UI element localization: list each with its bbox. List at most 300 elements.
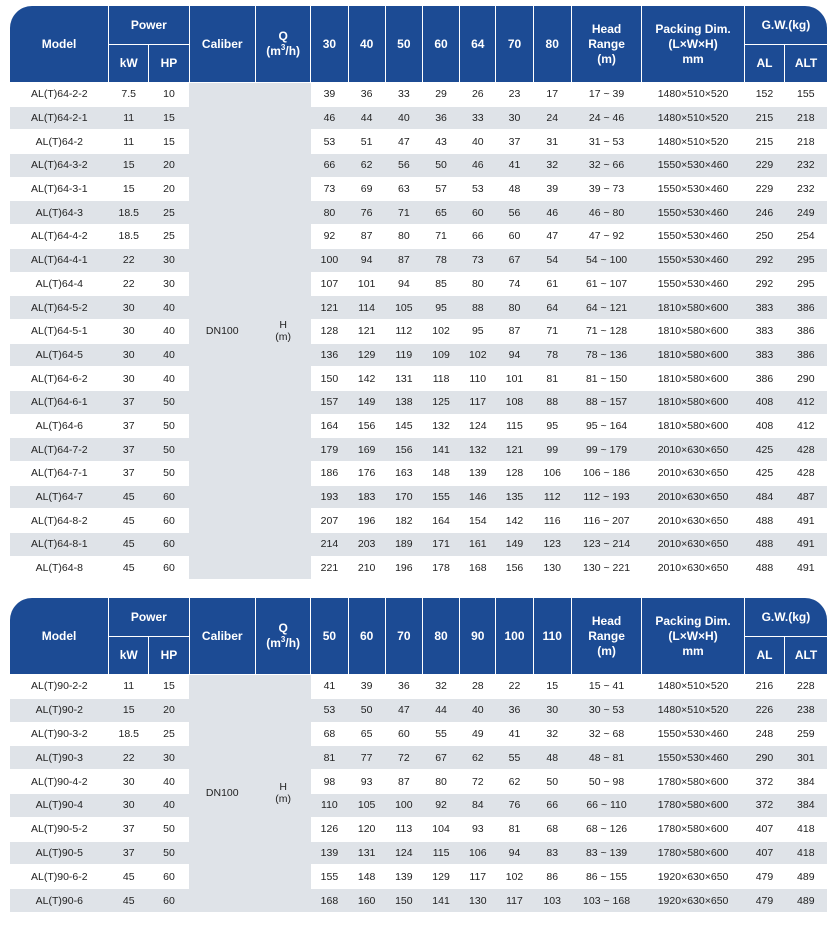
table-row: [10, 509, 827, 533]
head-label-cell: [255, 675, 310, 913]
flow-header-4: 60: [422, 6, 459, 83]
kw-cell: 30: [109, 343, 149, 367]
head-q7-cell: 39: [533, 177, 571, 201]
head-q2-cell: 129: [348, 343, 385, 367]
head-q2-cell: 39: [348, 675, 385, 699]
packing-dim-cell: 1550×530×460: [642, 272, 745, 296]
head-q4-cell: 104: [422, 817, 459, 841]
hp-cell: 40: [149, 770, 189, 794]
head-q5-cell: 106: [460, 841, 496, 865]
head-q2-cell: 210: [348, 556, 385, 580]
weight-al-cell: 488: [744, 509, 784, 533]
hp-cell: 30: [149, 746, 189, 770]
head-q4-cell: 29: [422, 83, 459, 107]
head-q7-cell: 17: [533, 83, 571, 107]
q-label: Q: [278, 29, 288, 43]
alt-header: ALT: [785, 45, 827, 83]
packing-dim-cell: 2010×630×650: [642, 556, 745, 580]
head-q2-cell: 156: [348, 414, 385, 438]
table-row: [10, 841, 827, 865]
alt-header: ALT: [785, 637, 827, 675]
table-row: [10, 177, 827, 201]
gross-weight-header: G.W.(kg): [744, 598, 827, 637]
packing-dim-cell: 1810×580×600: [642, 296, 745, 320]
head-q6-cell: 60: [496, 225, 533, 249]
head-q4-cell: 50: [422, 154, 459, 178]
head-q2-cell: 76: [348, 201, 385, 225]
head-q1-cell: 107: [311, 272, 348, 296]
weight-alt-cell: 232: [785, 154, 827, 178]
head-q6-cell: 41: [496, 722, 533, 746]
weight-al-cell: 383: [744, 343, 784, 367]
head-q7-cell: 47: [533, 225, 571, 249]
weight-al-cell: 386: [744, 367, 784, 391]
hp-cell: 25: [149, 201, 189, 225]
hp-cell: 60: [149, 889, 189, 913]
hp-cell: 40: [149, 343, 189, 367]
head-q5-cell: 73: [460, 248, 496, 272]
model-cell: AL(T)64-3-2: [10, 154, 109, 178]
q-label: Q: [278, 621, 288, 635]
model-cell: AL(T)64-5-1: [10, 319, 109, 343]
head-range-cell: 106 ~ 186: [571, 462, 641, 486]
weight-al-cell: 229: [744, 177, 784, 201]
model-cell: AL(T)64-2-2: [10, 83, 109, 107]
model-cell: AL(T)64-4: [10, 272, 109, 296]
table-row: [10, 793, 827, 817]
head-q5-cell: 117: [460, 865, 496, 889]
head-q5-cell: 117: [460, 390, 496, 414]
packing-dim-cell: 2010×630×650: [642, 462, 745, 486]
weight-al-cell: 383: [744, 319, 784, 343]
head-q7-cell: 95: [533, 414, 571, 438]
weight-al-cell: 226: [744, 698, 784, 722]
hp-header: HP: [149, 637, 189, 675]
head-q3-cell: 124: [385, 841, 422, 865]
head-q7-cell: 81: [533, 367, 571, 391]
kw-cell: 11: [109, 130, 149, 154]
head-q3-cell: 196: [385, 556, 422, 580]
flow-header-7: 110: [533, 598, 571, 675]
head-range-cell: 68 ~ 126: [571, 817, 641, 841]
model-cell: AL(T)64-2: [10, 130, 109, 154]
hp-cell: 50: [149, 817, 189, 841]
head-q1-cell: 136: [311, 343, 348, 367]
kw-cell: 15: [109, 154, 149, 178]
head-q5-cell: 146: [460, 485, 496, 509]
weight-alt-cell: 428: [785, 462, 827, 486]
head-q1-cell: 128: [311, 319, 348, 343]
head-q1-cell: 66: [311, 154, 348, 178]
head-q6-cell: 94: [496, 343, 533, 367]
flow-header-1: 50: [311, 598, 348, 675]
head-q5-cell: 132: [460, 438, 496, 462]
weight-al-cell: 215: [744, 106, 784, 130]
head-q4-cell: 32: [422, 675, 459, 699]
weight-alt-cell: 491: [785, 556, 827, 580]
model-cell: AL(T)64-2-1: [10, 106, 109, 130]
kw-cell: 37: [109, 817, 149, 841]
al-header: AL: [744, 45, 784, 83]
head-q2-cell: 121: [348, 319, 385, 343]
weight-alt-cell: 232: [785, 177, 827, 201]
head-q7-cell: 78: [533, 343, 571, 367]
table-row: [10, 367, 827, 391]
head-range-cell: 46 ~ 80: [571, 201, 641, 225]
head-q3-cell: 189: [385, 533, 422, 557]
head-q4-cell: 80: [422, 770, 459, 794]
head-q1-cell: 207: [311, 509, 348, 533]
packing-dim-header: Packing Dim. (L×W×H) mm: [642, 598, 745, 675]
kw-cell: 45: [109, 889, 149, 913]
weight-al-cell: 372: [744, 793, 784, 817]
weight-alt-cell: 487: [785, 485, 827, 509]
table-row: [10, 865, 827, 889]
head-q2-cell: 120: [348, 817, 385, 841]
head-q6-cell: 108: [496, 390, 533, 414]
hp-header: HP: [149, 45, 189, 83]
head-q1-cell: 53: [311, 130, 348, 154]
head-q7-cell: 116: [533, 509, 571, 533]
weight-al-cell: 292: [744, 248, 784, 272]
head-q7-cell: 15: [533, 675, 571, 699]
model-cell: AL(T)64-6: [10, 414, 109, 438]
weight-alt-cell: 295: [785, 248, 827, 272]
weight-al-cell: 152: [744, 83, 784, 107]
head-q7-cell: 112: [533, 485, 571, 509]
head-q3-cell: 60: [385, 722, 422, 746]
flow-q-header: [255, 6, 310, 83]
table-row: [10, 533, 827, 557]
head-q4-cell: 92: [422, 793, 459, 817]
head-q5-cell: 102: [460, 343, 496, 367]
head-q5-cell: 60: [460, 201, 496, 225]
weight-al-cell: 407: [744, 841, 784, 865]
head-q7-cell: 48: [533, 746, 571, 770]
head-q4-cell: 125: [422, 390, 459, 414]
packing-dim-cell: 1810×580×600: [642, 367, 745, 391]
head-q7-cell: 71: [533, 319, 571, 343]
packing-dim-cell: 1480×510×520: [642, 106, 745, 130]
hp-cell: 50: [149, 390, 189, 414]
hp-cell: 50: [149, 841, 189, 865]
flow-header-2: 60: [348, 598, 385, 675]
hp-cell: 60: [149, 509, 189, 533]
head-q6-cell: 76: [496, 793, 533, 817]
kw-cell: 45: [109, 556, 149, 580]
head-range-header: Head Range (m): [571, 598, 641, 675]
head-q6-cell: 87: [496, 319, 533, 343]
weight-al-cell: 407: [744, 817, 784, 841]
table-row: [10, 248, 827, 272]
table-row: [10, 722, 827, 746]
head-q6-cell: 37: [496, 130, 533, 154]
caliber-cell: DN100: [189, 83, 255, 580]
head-q7-cell: 64: [533, 296, 571, 320]
packing-dim-cell: 1780×580×600: [642, 770, 745, 794]
hp-cell: 15: [149, 675, 189, 699]
head-q1-cell: 121: [311, 296, 348, 320]
head-q5-cell: 49: [460, 722, 496, 746]
hp-cell: 40: [149, 367, 189, 391]
hp-cell: 15: [149, 130, 189, 154]
head-q1-cell: 179: [311, 438, 348, 462]
weight-alt-cell: 428: [785, 438, 827, 462]
kw-cell: 22: [109, 746, 149, 770]
model-cell: AL(T)90-3-2: [10, 722, 109, 746]
head-q1-cell: 73: [311, 177, 348, 201]
packing-dim-cell: 1920×630×650: [642, 889, 745, 913]
h-unit: (m): [275, 331, 291, 344]
packing-dim-cell: 1780×580×600: [642, 793, 745, 817]
head-q1-cell: 46: [311, 106, 348, 130]
packing-dim-cell: 1550×530×460: [642, 225, 745, 249]
head-q3-cell: 71: [385, 201, 422, 225]
head-q6-cell: 36: [496, 698, 533, 722]
packing-dim-cell: 1780×580×600: [642, 817, 745, 841]
head-q2-cell: 69: [348, 177, 385, 201]
head-range-cell: 123 ~ 214: [571, 533, 641, 557]
kw-cell: 37: [109, 414, 149, 438]
head-q7-cell: 83: [533, 841, 571, 865]
model-cell: AL(T)90-6: [10, 889, 109, 913]
head-q1-cell: 81: [311, 746, 348, 770]
head-q1-cell: 98: [311, 770, 348, 794]
table-row: [10, 414, 827, 438]
head-q1-cell: 186: [311, 462, 348, 486]
hp-cell: 20: [149, 698, 189, 722]
kw-cell: 11: [109, 106, 149, 130]
head-q2-cell: 101: [348, 272, 385, 296]
flow-header-5: 90: [460, 598, 496, 675]
table-row: [10, 319, 827, 343]
weight-al-cell: 292: [744, 272, 784, 296]
head-q3-cell: 94: [385, 272, 422, 296]
head-q6-cell: 128: [496, 462, 533, 486]
model-cell: AL(T)64-8: [10, 556, 109, 580]
packing-dim-cell: 2010×630×650: [642, 509, 745, 533]
head-q5-cell: 40: [460, 698, 496, 722]
head-q4-cell: 57: [422, 177, 459, 201]
weight-al-cell: 408: [744, 414, 784, 438]
gross-weight-header: G.W.(kg): [744, 6, 827, 45]
model-cell: AL(T)64-4-2: [10, 225, 109, 249]
kw-cell: 30: [109, 296, 149, 320]
weight-al-cell: 216: [744, 675, 784, 699]
head-range-cell: 47 ~ 92: [571, 225, 641, 249]
packing-dim-cell: 1480×510×520: [642, 130, 745, 154]
head-q7-cell: 103: [533, 889, 571, 913]
head-q4-cell: 65: [422, 201, 459, 225]
head-q3-cell: 150: [385, 889, 422, 913]
head-q5-cell: 46: [460, 154, 496, 178]
head-q1-cell: 68: [311, 722, 348, 746]
table-row: [10, 106, 827, 130]
head-q3-cell: 138: [385, 390, 422, 414]
table-row: [10, 698, 827, 722]
packing-dim-cell: 1550×530×460: [642, 746, 745, 770]
head-q7-cell: 86: [533, 865, 571, 889]
kw-cell: 18.5: [109, 201, 149, 225]
caliber-header: Caliber: [189, 6, 255, 83]
head-q2-cell: 93: [348, 770, 385, 794]
table-body: [10, 675, 827, 913]
weight-al-cell: 290: [744, 746, 784, 770]
head-q1-cell: 126: [311, 817, 348, 841]
head-q1-cell: 164: [311, 414, 348, 438]
packing-dim-cell: 1810×580×600: [642, 343, 745, 367]
kw-cell: 45: [109, 485, 149, 509]
table-row: [10, 438, 827, 462]
weight-alt-cell: 218: [785, 106, 827, 130]
head-range-cell: 81 ~ 150: [571, 367, 641, 391]
head-range-cell: 64 ~ 121: [571, 296, 641, 320]
hp-cell: 10: [149, 83, 189, 107]
flow-header-7: 80: [533, 6, 571, 83]
head-q5-cell: 28: [460, 675, 496, 699]
head-q4-cell: 118: [422, 367, 459, 391]
head-q3-cell: 170: [385, 485, 422, 509]
head-q5-cell: 95: [460, 319, 496, 343]
head-q6-cell: 23: [496, 83, 533, 107]
model-cell: AL(T)90-4-2: [10, 770, 109, 794]
model-cell: AL(T)64-4-1: [10, 248, 109, 272]
kw-header: kW: [109, 45, 149, 83]
head-q5-cell: 93: [460, 817, 496, 841]
hp-cell: 30: [149, 248, 189, 272]
weight-al-cell: 250: [744, 225, 784, 249]
kw-cell: 30: [109, 319, 149, 343]
weight-al-cell: 425: [744, 438, 784, 462]
head-q2-cell: 44: [348, 106, 385, 130]
model-cell: AL(T)64-5-2: [10, 296, 109, 320]
model-cell: AL(T)64-5: [10, 343, 109, 367]
flow-header-2: 40: [348, 6, 385, 83]
head-q6-cell: 62: [496, 770, 533, 794]
table-row: [10, 296, 827, 320]
table-row: [10, 485, 827, 509]
head-q1-cell: 150: [311, 367, 348, 391]
model-cell: AL(T)90-2-2: [10, 675, 109, 699]
head-q4-cell: 129: [422, 865, 459, 889]
model-cell: AL(T)64-6-1: [10, 390, 109, 414]
head-q2-cell: 149: [348, 390, 385, 414]
table-row: [10, 343, 827, 367]
hp-cell: 50: [149, 462, 189, 486]
weight-al-cell: 229: [744, 154, 784, 178]
head-q3-cell: 113: [385, 817, 422, 841]
weight-al-cell: 479: [744, 889, 784, 913]
head-q6-cell: 41: [496, 154, 533, 178]
flow-header-3: 50: [385, 6, 422, 83]
head-q2-cell: 131: [348, 841, 385, 865]
head-q5-cell: 33: [460, 106, 496, 130]
head-q2-cell: 87: [348, 225, 385, 249]
head-q7-cell: 130: [533, 556, 571, 580]
head-q5-cell: 66: [460, 225, 496, 249]
head-q6-cell: 48: [496, 177, 533, 201]
head-q4-cell: 43: [422, 130, 459, 154]
table-row: [10, 746, 827, 770]
table-row: [10, 390, 827, 414]
table-row: [10, 272, 827, 296]
hp-cell: 50: [149, 438, 189, 462]
flow-header-1: 30: [311, 6, 348, 83]
head-q6-cell: 101: [496, 367, 533, 391]
head-range-cell: 48 ~ 81: [571, 746, 641, 770]
head-q5-cell: 84: [460, 793, 496, 817]
head-q7-cell: 54: [533, 248, 571, 272]
weight-al-cell: 383: [744, 296, 784, 320]
model-cell: AL(T)90-2: [10, 698, 109, 722]
kw-cell: 37: [109, 390, 149, 414]
flow-header-5: 64: [460, 6, 496, 83]
packing-dim-cell: 1550×530×460: [642, 201, 745, 225]
head-q3-cell: 163: [385, 462, 422, 486]
al-header: AL: [744, 637, 784, 675]
head-q6-cell: 135: [496, 485, 533, 509]
head-range-cell: 66 ~ 110: [571, 793, 641, 817]
packing-dim-cell: 1550×530×460: [642, 177, 745, 201]
head-q4-cell: 115: [422, 841, 459, 865]
table-row: [10, 889, 827, 913]
head-q4-cell: 148: [422, 462, 459, 486]
head-q1-cell: 221: [311, 556, 348, 580]
head-range-cell: 78 ~ 136: [571, 343, 641, 367]
table-row: [10, 154, 827, 178]
head-q6-cell: 22: [496, 675, 533, 699]
packing-dim-cell: 1780×580×600: [642, 841, 745, 865]
kw-cell: 30: [109, 793, 149, 817]
head-range-cell: 116 ~ 207: [571, 509, 641, 533]
head-q1-cell: 39: [311, 83, 348, 107]
caliber-cell: DN100: [189, 675, 255, 913]
table-row: [10, 770, 827, 794]
pump-spec-table-al64: [10, 6, 827, 580]
packing-dim-cell: 2010×630×650: [642, 533, 745, 557]
head-q5-cell: 62: [460, 746, 496, 770]
kw-cell: 22: [109, 248, 149, 272]
head-q7-cell: 32: [533, 722, 571, 746]
head-q4-cell: 141: [422, 438, 459, 462]
flow-header-6: 100: [496, 598, 533, 675]
head-range-cell: 83 ~ 139: [571, 841, 641, 865]
head-q7-cell: 88: [533, 390, 571, 414]
head-q3-cell: 156: [385, 438, 422, 462]
head-q6-cell: 102: [496, 865, 533, 889]
head-q2-cell: 94: [348, 248, 385, 272]
model-cell: AL(T)64-7-1: [10, 462, 109, 486]
head-range-cell: 61 ~ 107: [571, 272, 641, 296]
model-cell: AL(T)64-3-1: [10, 177, 109, 201]
head-q4-cell: 55: [422, 722, 459, 746]
packing-dim-cell: 1810×580×600: [642, 414, 745, 438]
head-q2-cell: 105: [348, 793, 385, 817]
q-unit: $(m^3/h)$: [266, 635, 301, 650]
head-q3-cell: 80: [385, 225, 422, 249]
kw-cell: 45: [109, 865, 149, 889]
head-q3-cell: 87: [385, 770, 422, 794]
head-q6-cell: 117: [496, 889, 533, 913]
head-q6-cell: 156: [496, 556, 533, 580]
head-q7-cell: 50: [533, 770, 571, 794]
packing-dim-cell: 1810×580×600: [642, 390, 745, 414]
kw-cell: 15: [109, 698, 149, 722]
weight-al-cell: 488: [744, 533, 784, 557]
weight-al-cell: 246: [744, 201, 784, 225]
head-q1-cell: 100: [311, 248, 348, 272]
head-range-cell: 54 ~ 100: [571, 248, 641, 272]
